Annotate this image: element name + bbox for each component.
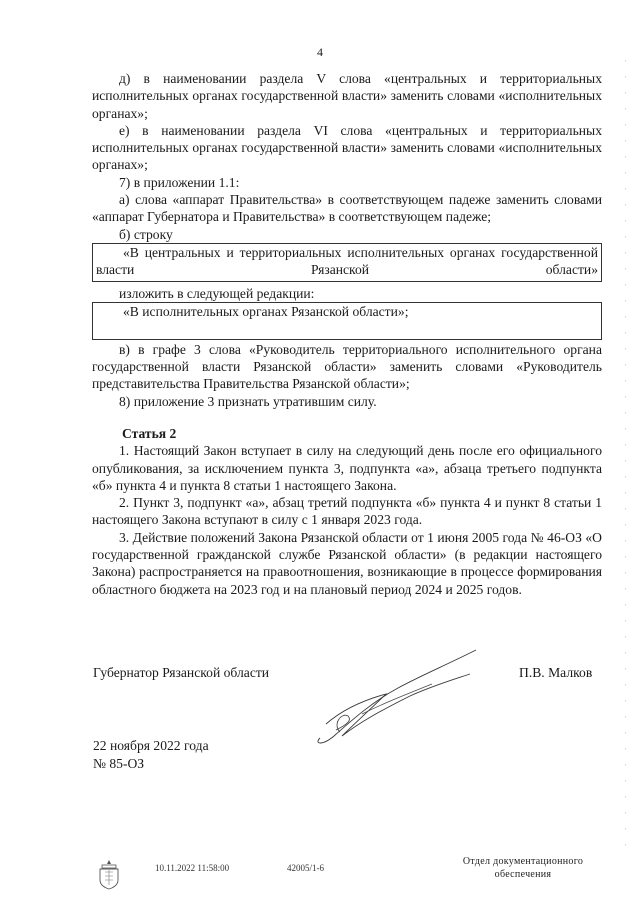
paragraph-e: е) в наименовании раздела VI слова «центральных и территориальных исполнительных органах государственной власти» заменить словами «исполнительных органах»;	[92, 122, 602, 173]
paragraph-v: в) в графе 3 слова «Руководитель территориального исполнительного органа государственной власти Рязанской области» заменить словами «Руководитель представительства Правительства Рязанской области»;	[92, 341, 602, 392]
article-2-paragraph-2: 2. Пункт 3, подпункт «а», абзац третий подпункта «б» пункта 4 и пункт 8 статьи 1 настоящего Закона вступают в силу с 1 января 2023 года.	[92, 495, 602, 528]
article-2-paragraph-1: 1. Настоящий Закон вступает в силу на следующий день после его официального опубликования, за исключением пункта 3, подпункта «а», абзаца третьего подпункта «б» пункта 4 и пункта 8 статьи 1 настоящего Закона.	[92, 443, 602, 493]
paragraph-d: д) в наименовании раздела V слова «центральных и территориальных исполнительных органах государственной власти» заменить словами «исполнительных органах»;	[92, 71, 602, 121]
paragraph-redaction: изложить в следующей редакции:	[119, 285, 315, 301]
scan-edge-marks	[624, 60, 627, 860]
footer-timestamp: 10.11.2022 11:58:00	[155, 863, 230, 873]
quoted-line-new	[92, 302, 602, 340]
page-number: 4	[317, 45, 323, 59]
signatory-name: П.В. Малков	[519, 665, 593, 680]
article-2-heading: Статья 2	[122, 426, 177, 441]
stamp-line-2: обеспечения	[494, 869, 552, 880]
issue-date: 22 ноября 2022 года	[93, 738, 209, 753]
issue-number: № 85-ОЗ	[93, 756, 145, 771]
paragraph-a: а) слова «аппарат Правительства» в соответствующем падеже заменить словами «аппарат Губернатора и Правительства» в соответствующем падеже;	[92, 192, 602, 225]
issue-block	[93, 737, 209, 773]
quoted-line-old	[92, 243, 602, 282]
article-2-paragraph-3: 3. Действие положений Закона Рязанской области от 1 июня 2005 года № 46-ОЗ «О государственной гражданской службе Рязанской области» (в редакции настоящего Закона) распространяется на правоотношения, возникающие в процессе формирования областного бюджета на 2023 год и на плановый период 2024 и 2025 годов.	[92, 529, 602, 597]
handwritten-signature	[312, 640, 482, 765]
stamp-line-1: Отдел документационного	[462, 856, 584, 867]
paragraph-7: 7) в приложении 1.1:	[119, 174, 240, 190]
article-2	[92, 425, 602, 598]
quoted-line-old-text: «В центральных и территориальных исполнительных органах государственной власти Рязанской области»	[96, 244, 598, 278]
paragraph-b: б) строку	[119, 226, 173, 242]
signatory-title: Губернатор Рязанской области	[93, 665, 270, 680]
paragraph-8: 8) приложение 3 признать утратившим силу.	[119, 393, 377, 409]
quoted-line-new-text: «В исполнительных органах Рязанской области»;	[123, 303, 409, 319]
document-body	[92, 70, 602, 410]
footer-document-code: 42005/1-6	[287, 863, 324, 873]
department-stamp	[448, 855, 598, 881]
coat-of-arms-icon	[96, 858, 122, 895]
